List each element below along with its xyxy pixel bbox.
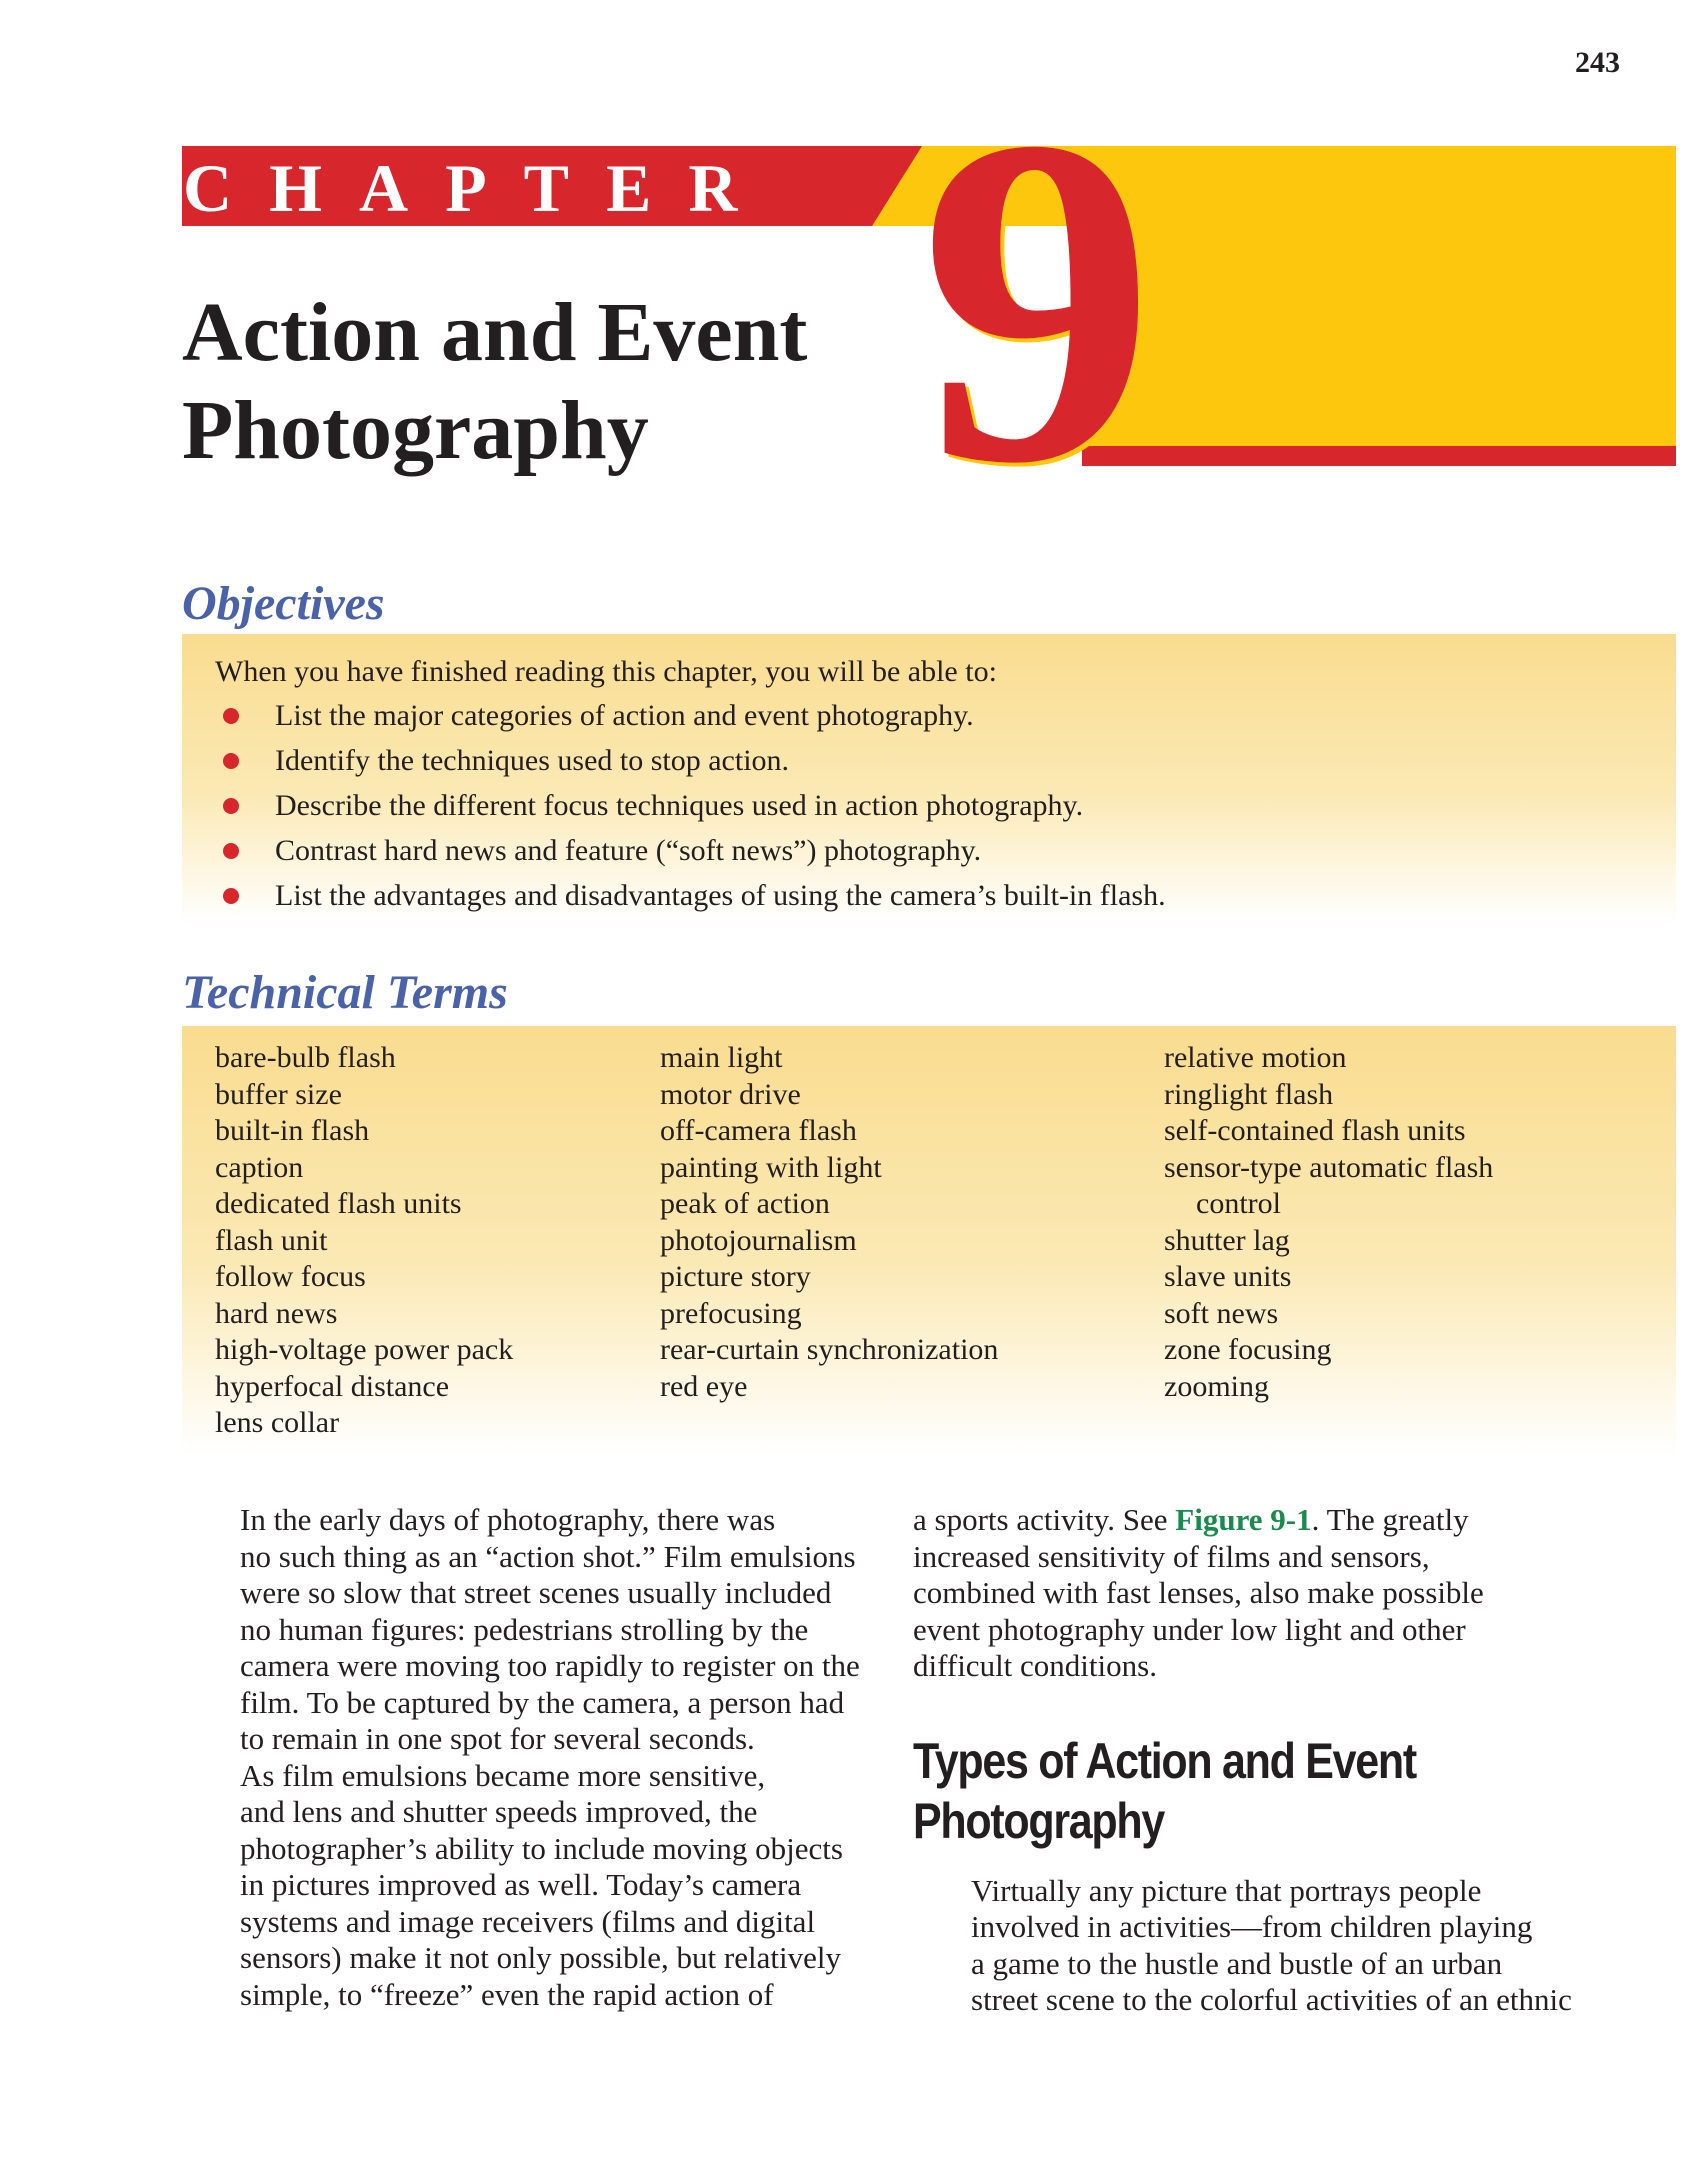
section-heading-line-1: Types of Action and Event <box>913 1732 1416 1789</box>
technical-term: ringlight flash <box>1164 1077 1334 1111</box>
body-line: involved in activities—from children playing <box>971 1909 1533 1944</box>
body-line: In the early days of photography, there was <box>240 1502 776 1537</box>
technical-term: built-in flash <box>215 1114 370 1147</box>
technical-term: red eye <box>660 1369 748 1403</box>
objective-item <box>215 873 1166 918</box>
bullet-icon <box>223 843 239 859</box>
technical-term: hyperfocal distance <box>215 1369 450 1403</box>
objective-text: List the major categories of action and event photography. <box>275 699 974 732</box>
body-line: simple, to “freeze” even the rapid action of <box>240 1976 774 2012</box>
technical-term: rear-curtain synchronization <box>660 1333 999 1366</box>
bullet-icon <box>223 798 239 814</box>
technical-terms-column-3 <box>1164 1040 1493 1405</box>
figure-reference-link[interactable]: Figure 9-1 <box>1175 1502 1312 1537</box>
technical-term: zooming <box>1164 1369 1269 1403</box>
objectives-heading: Objectives <box>182 577 385 630</box>
technical-terms-column-1 <box>215 1040 513 1442</box>
chapter-label: CHAPTER <box>183 150 775 226</box>
technical-term: motor drive <box>660 1077 801 1111</box>
body-line: increased sensitivity of films and sensors, <box>913 1538 1430 1574</box>
objectives-list <box>215 693 1166 918</box>
body-line: a game to the hustle and bustle of an urban <box>971 1945 1503 1981</box>
objectives-intro: When you have finished reading this chapter, you will be able to: <box>215 655 997 688</box>
body-line: and lens and shutter speeds improved, the <box>240 1794 758 1829</box>
technical-term: photojournalism <box>660 1223 857 1257</box>
technical-term: picture story <box>660 1260 811 1293</box>
body-line: combined with fast lenses, also make possible <box>913 1575 1484 1610</box>
technical-terms-column-2 <box>660 1040 998 1405</box>
objective-item <box>215 828 1166 873</box>
body-line: sensors) make it not only possible, but relatively <box>240 1940 841 1975</box>
body-line: were so slow that street scenes usually included <box>240 1575 832 1610</box>
body-text: . The greatly <box>1311 1502 1469 1537</box>
bullet-icon <box>223 888 239 904</box>
technical-term: lens collar <box>215 1406 340 1439</box>
technical-term: zone focusing <box>1164 1333 1332 1366</box>
technical-term: shutter lag <box>1164 1223 1290 1257</box>
technical-term: peak of action <box>660 1187 830 1220</box>
body-line: no human figures: pedestrians strolling by the <box>240 1611 809 1647</box>
technical-term: high-voltage power pack <box>215 1333 514 1366</box>
technical-term: flash unit <box>215 1223 328 1257</box>
body-line: Virtually any picture that portrays people <box>971 1872 1482 1908</box>
body-line <box>913 1502 1673 1539</box>
technical-term: bare-bulb flash <box>215 1041 396 1074</box>
technical-term: hard news <box>215 1296 338 1330</box>
body-line: no such thing as an “action shot.” Film emulsions <box>240 1538 856 1574</box>
technical-term: control <box>1196 1187 1281 1220</box>
technical-term: relative motion <box>1164 1041 1347 1074</box>
body-line: in pictures improved as well. Today’s camera <box>240 1867 802 1902</box>
body-line: event photography under low light and other <box>913 1611 1466 1647</box>
section-heading-line-2: Photography <box>913 1792 1164 1849</box>
body-lines <box>913 1539 1673 1685</box>
section-heading <box>913 1731 1567 1851</box>
body-line: photographer’s ability to include moving objects <box>240 1830 843 1866</box>
technical-terms-heading: Technical Terms <box>182 966 508 1019</box>
page-number: 243 <box>1575 46 1620 79</box>
body-paragraph <box>182 1502 872 1758</box>
chapter-title-line-1: Action and Event <box>182 286 808 379</box>
body-line: street scene to the colorful activities of an ethnic <box>971 1982 1572 2017</box>
technical-term: self-contained flash units <box>1164 1114 1466 1147</box>
technical-term: main light <box>660 1041 783 1074</box>
technical-term: sensor-type automatic flash <box>1164 1150 1494 1184</box>
chapter-title <box>182 284 942 480</box>
body-line: difficult conditions. <box>913 1648 1157 1683</box>
technical-term: follow focus <box>215 1260 366 1293</box>
body-line: to remain in one spot for several seconds. <box>240 1721 755 1756</box>
objective-text: List the advantages and disadvantages of using the camera’s built-in flash. <box>275 879 1166 912</box>
body-line: camera were moving too rapidly to register on the <box>240 1648 860 1683</box>
objective-text: Describe the different focus techniques used in action photography. <box>275 789 1084 822</box>
objective-text: Contrast hard news and feature (“soft news”) photography. <box>275 834 982 867</box>
objective-item <box>215 693 1166 738</box>
body-text: a sports activity. See <box>913 1502 1176 1537</box>
technical-term: painting with light <box>660 1150 882 1184</box>
objective-item <box>215 738 1166 783</box>
bullet-icon <box>223 753 239 769</box>
technical-term: buffer size <box>215 1077 342 1111</box>
body-column-left <box>182 1502 872 2013</box>
body-line: film. To be captured by the camera, a person had <box>240 1684 845 1720</box>
body-paragraph <box>182 1758 872 2014</box>
objective-text: Identify the techniques used to stop action. <box>275 744 790 777</box>
body-line: As film emulsions became more sensitive, <box>240 1757 766 1793</box>
technical-term: slave units <box>1164 1260 1292 1293</box>
body-line: systems and image receivers (films and digital <box>240 1903 816 1939</box>
body-paragraph <box>913 1873 1673 2019</box>
body-paragraph <box>913 1502 1673 1685</box>
technical-term: caption <box>215 1150 304 1184</box>
bullet-icon <box>223 708 239 724</box>
chapter-title-line-2: Photography <box>182 384 649 477</box>
technical-term: dedicated flash units <box>215 1187 462 1220</box>
technical-term: prefocusing <box>660 1296 802 1330</box>
technical-term: soft news <box>1164 1296 1279 1330</box>
objective-item <box>215 783 1166 828</box>
body-column-right <box>913 1502 1673 2019</box>
chapter-number: 9 <box>920 39 1155 560</box>
technical-term: off-camera flash <box>660 1114 857 1147</box>
